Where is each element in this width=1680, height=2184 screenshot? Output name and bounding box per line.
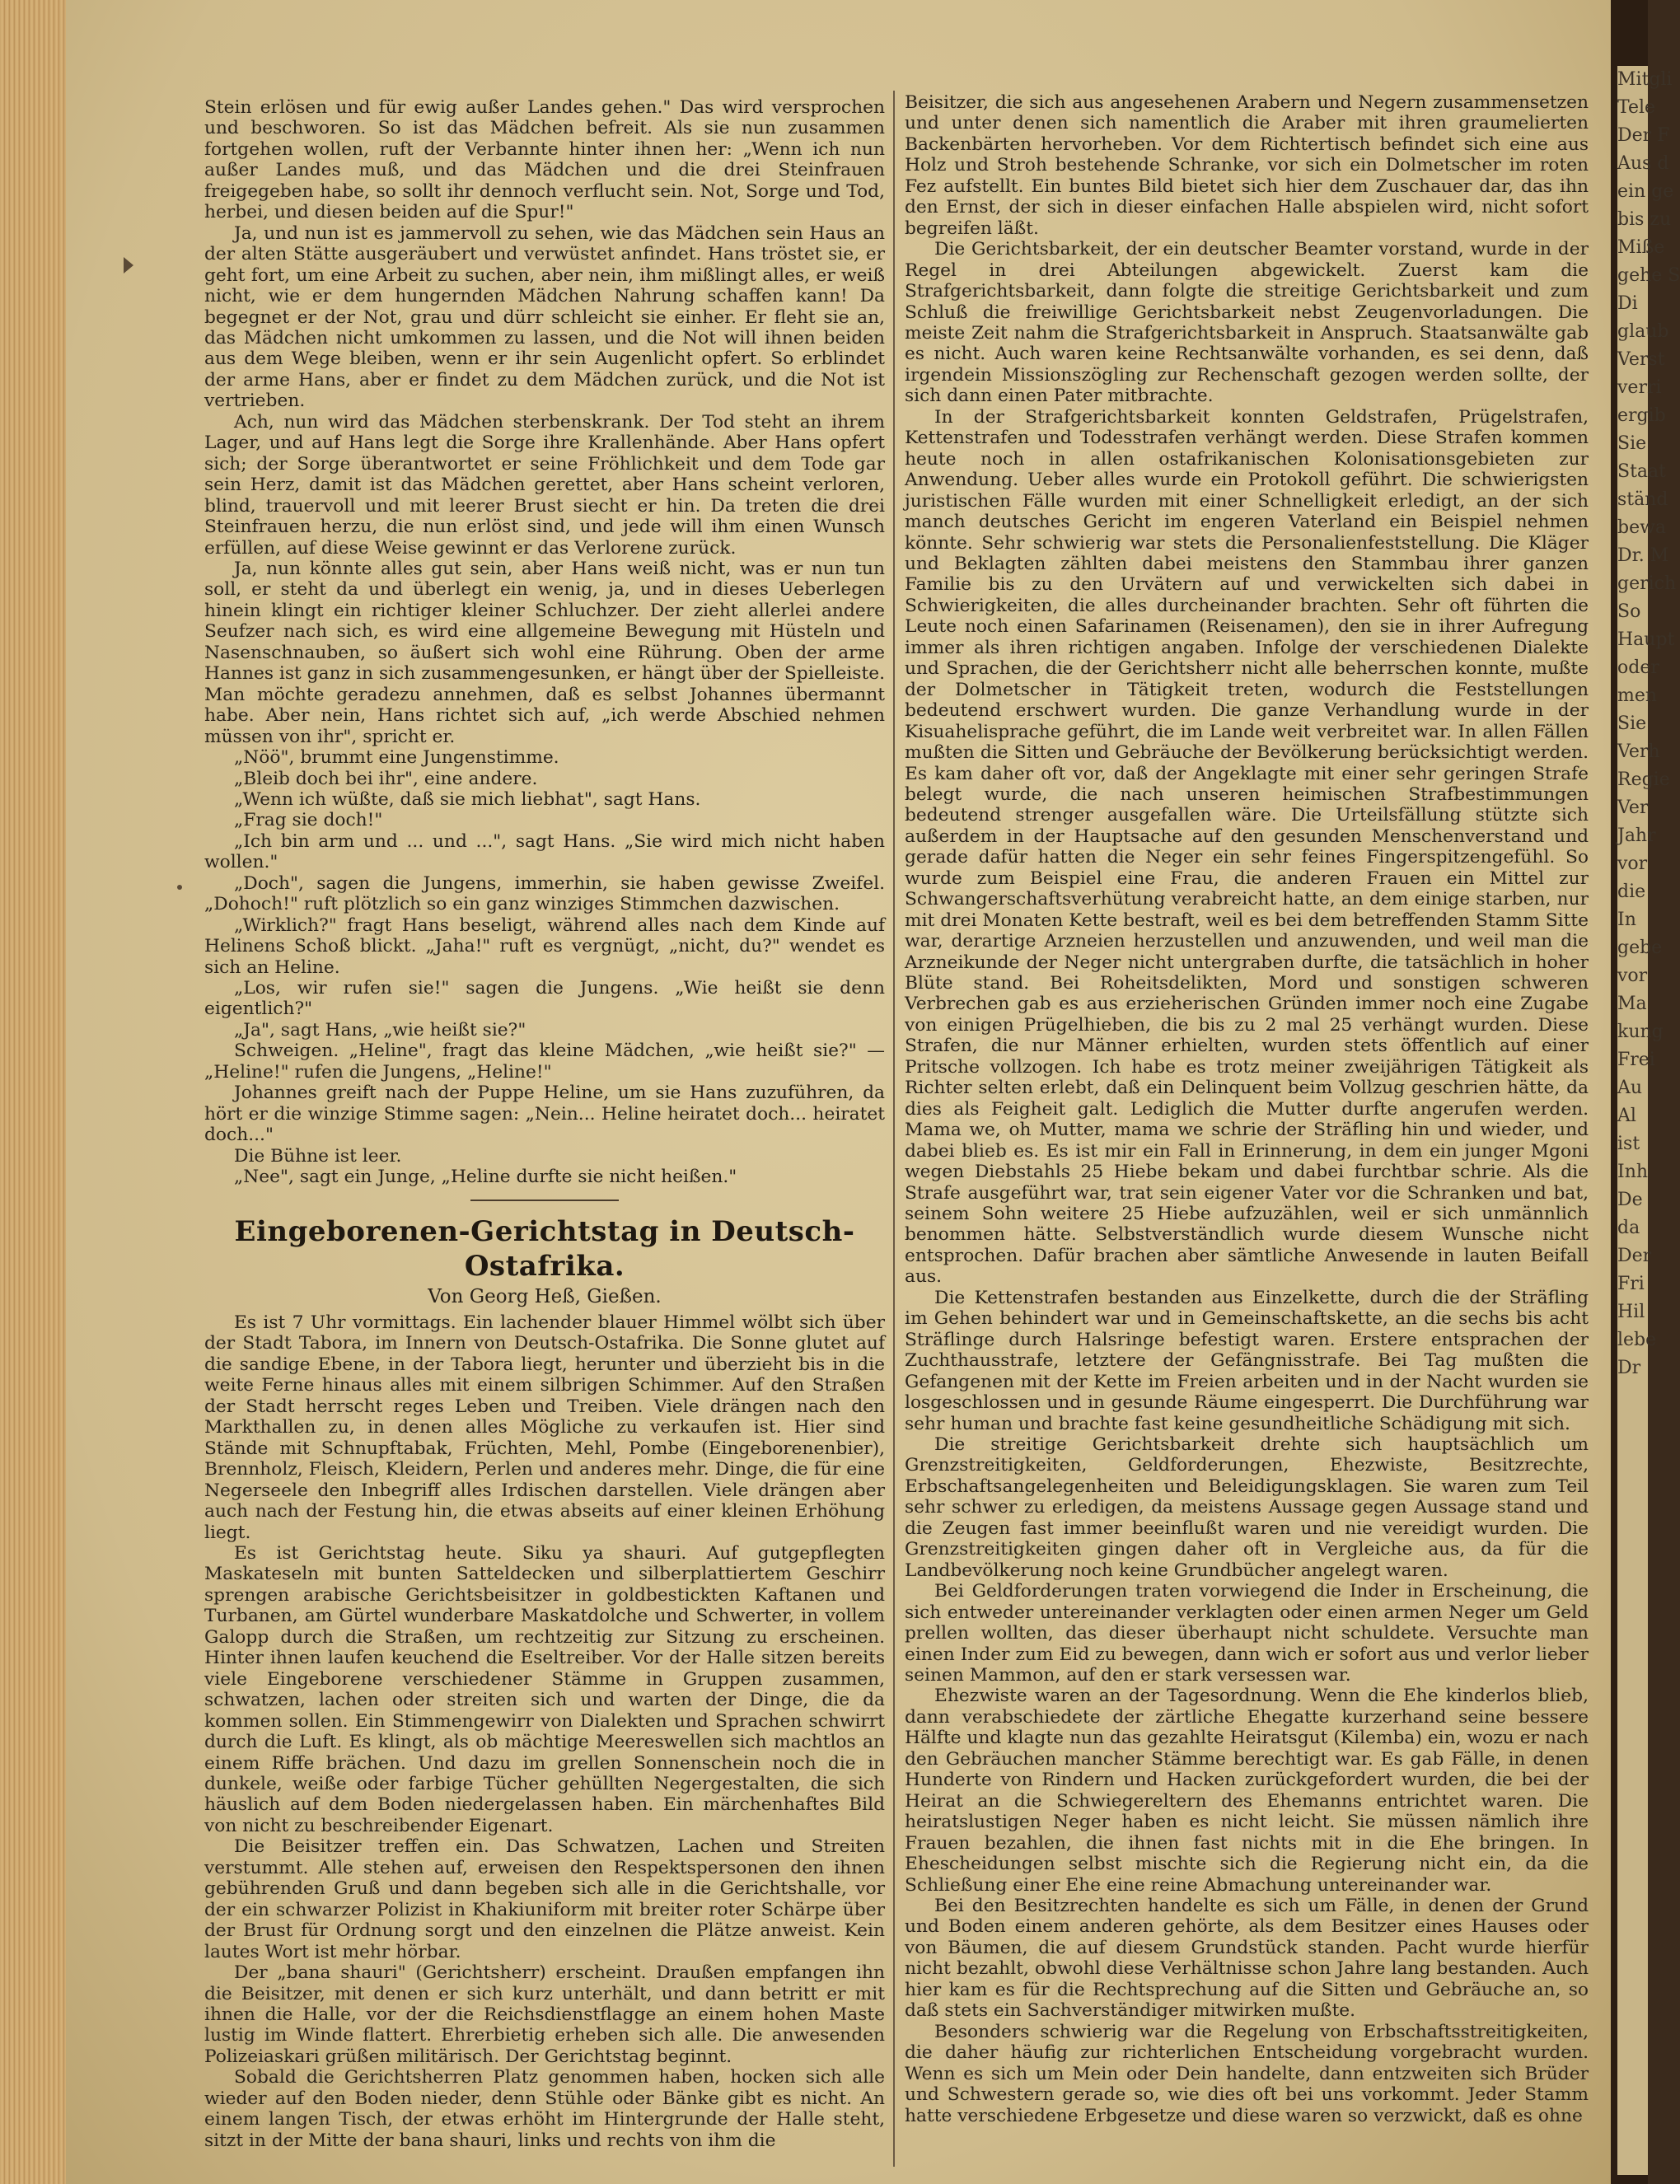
neighbour-fragment: Sie: [1617, 433, 1647, 454]
paragraph: Ja, und nun ist es jammervoll zu sehen, wie das Mädchen sein Haus an der alten Stätte ausgeräubert und verwüstet anfindet. Hans tröstet sie, er geht fort, um eine Arbeit zu suchen, aber nein, ihm mißlingt alles, er weiß nicht, wie er dem hungernden Mädchen Nahrung schaffen kann! Da begegnet er der Not, grau und dürr schleicht sie einher. Er fleht sie an, das Mädchen nicht umkommen zu lassen, und die Not will ihnen beiden aus dem Wege bleiben, wenn er ihr sein Augenlicht opfert. So erblindet der arme Hans, aber er findet zu dem Mädchen zurück, und die Not ist vertrieben.: [204, 222, 885, 412]
paragraph: Beisitzer, die sich aus angesehenen Arabern und Negern zusammensetzen und unter denen sich namentlich die Araber mit ihren graumelierten Backenbärten hervorheben. Vor dem Richtertisch befindet sich eine aus Holz und Stroh bestehende Schranke, vor sich ein Dolmetscher im roten Fez aufstellt. Ein buntes Bild bietet sich hier dem Zuschauer dar, das ihn den Ernst, der sich in dieser einfachen Halle abspielen wird, nicht sofort begreifen läßt.: [905, 92, 1589, 239]
neighbour-fragment: ständ: [1617, 489, 1668, 510]
neighbour-fragment: Verst: [1617, 349, 1665, 370]
neighbour-fragment: Regie: [1617, 769, 1670, 790]
paragraph: „Los, wir rufen sie!" sagen die Jungens. „Wie heißt sie denn eigentlich?": [204, 978, 885, 1020]
neighbour-fragment: Au: [1617, 1078, 1643, 1098]
neighbour-fragment: da: [1617, 1218, 1640, 1238]
neighbour-page-strip: [1617, 66, 1680, 2175]
neighbour-fragment: Miße: [1617, 237, 1665, 258]
section-divider: [470, 1200, 619, 1201]
neighbour-fragment: bis zu: [1617, 209, 1672, 230]
neighbour-fragment: lebe: [1617, 1330, 1657, 1350]
paragraph: Ehezwiste waren an der Tagesordnung. Wenn die Ehe kinderlos blieb, dann verabschiedete der zärtliche Ehegatte kurzerhand seine bessere Hälfte und klagte nun das gezahlte Heiratsgut (Kilemba) ein, wozu er nach den Gebräuchen mancher Stämme berechtigt war. Es gab Fälle, in denen Hunderte von Rindern und Hacken zurückgefordert wurden, die bei der Heirat an die Schwiegereltern des Ehemanns entrichtet waren. Die heiratslustigen Neger haben es nicht leicht. Sie müssen nämlich ihre Frauen bezahlen, die ihnen fast nichts mit in die Ehe bringen. In Ehescheidungen selbst mischte sich die Regierung nicht ein, da die Schließung einer Ehe eine reine Abmachung untereinander war.: [905, 1686, 1589, 1896]
paragraph: Die Beisitzer treffen ein. Das Schwatzen, Lachen und Streiten verstummt. Alle stehen auf, erweisen den Respektspersonen den ihnen gebührenden Gruß und dann begeben sich alle in die Gerichtshalle, vor der ein schwarzer Polizist in Khakiuniform mit breiter roter Schärpe über der Brust für Ordnung sorgt und den einzelnen die Plätze anweist. Kein lautes Wort ist mehr hörbar.: [204, 1836, 885, 1962]
article-title: Eingeborenen-Gerichtstag in Deutsch-Ostafrika.: [234, 1214, 855, 1283]
paragraph: Stein erlösen und für ewig außer Landes gehen." Das wird versprochen und beschworen. So ist das Mädchen befreit. Als sie nun zusammen fortgehen wollen, ruft der Verbannte hinter ihnen her: „Wenn ich nun außer Landes muß, und das Mädchen und die drei Steinfrauen freigegeben habe, so sollt ihr dennoch verflucht sein. Not, Sorge und Tod, herbei, und diesen beiden auf die Spur!": [204, 97, 885, 223]
paragraph: Die Bühne ist leer.: [234, 1145, 402, 1167]
paragraph: Sobald die Gerichtsherren Platz genommen haben, hocken sich alle wieder auf den Boden nieder, denn Stühle oder Bänke gibt es nicht. An einem langen Tisch, der etwas erhöht im Hintergrunde der Halle steht, sitzt in der Mitte der bana shauri, links und rechts von ihm die: [204, 2067, 885, 2151]
article-body-right: [905, 92, 1589, 2126]
paragraph: Ach, nun wird das Mädchen sterbenskrank. Der Tod steht an ihrem Lager, und auf Hans legt die Sorge ihre Krallenhände. Aber Hans opfert sich; der Sorge überantwortet er seine Fröhlichkeit und dem Tode gar sein Herz, damit ist das Mädchen gerettet, aber Hans scheint verloren, blind, trauervoll und mit leerer Brust siecht er hin. Da treten die drei Steinfrauen herzu, die nun erlöst sind, und jede will ihm einen Wunsch erfüllen, auf diese Weise gewinnt er das Verlorene zurück.: [204, 411, 885, 559]
neighbour-fragment: De: [1617, 1190, 1643, 1210]
neighbour-fragment: Verh: [1617, 741, 1660, 762]
neighbour-fragment: Dr. M: [1617, 545, 1669, 566]
paragraph: „Ja", sagt Hans, „wie heißt sie?": [234, 1019, 526, 1041]
neighbour-fragment: verri: [1617, 377, 1662, 398]
paragraph: Die Kettenstrafen bestanden aus Einzelkette, durch die der Sträfling im Gehen behindert war und in Gemeinschaftskette, an die sechs bis acht Sträflinge durch Halsringe befestigt waren. Erstere entsprachen der Zuchthausstrafe, letztere der Gefängnisstrafe. Bei Tag mußten die Gefangenen mit der Kette im Freien arbeiten und in der Nacht wurden sie losgeschlossen und in gesunde Räume eingesperrt. Die Durchführung war sehr human und brachte fast keine gesundheitliche Schädigung mit sich.: [905, 1287, 1589, 1434]
neighbour-fragment: glaub: [1617, 321, 1669, 342]
neighbour-fragment: Al: [1617, 1106, 1636, 1126]
paragraph: „Bleib doch bei ihr", eine andere.: [234, 768, 538, 789]
paragraph: Die Gerichtsbarkeit, der ein deutscher Beamter vorstand, wurde in der Regel in drei Abteilungen abgewickelt. Zuerst kam die Strafgerichtsbarkeit, dann folgte die streitige Gerichtsbarkeit und zum Schluß die freiwillige Gerichtsbarkeit nebst Zeugenvorladungen. Die meiste Zeit nahm die Strafgerichtsbarkeit in Anspruch. Staatsanwälte gab es nicht. Auch waren keine Rechtsanwälte vorhanden, es sei denn, daß irgendein Missionszögling zur Rechenschaft gezogen werden sollte, der sich dann einen Pater mitbrachte.: [905, 239, 1589, 407]
neighbour-fragment: ein ge: [1617, 181, 1674, 202]
left-column: [204, 97, 885, 2151]
neighbour-fragment: bewa: [1617, 517, 1667, 538]
paragraph: In der Strafgerichtsbarkeit konnten Geldstrafen, Prügelstrafen, Kettenstrafen und Todesstrafen verhängt werden. Diese Strafen kommen heute noch in allen ostafrikanischen Kolonisationsgebieten zur Anwendung. Ueber alles wurde ein Protokoll geführt. Die schwierigsten juristischen Fälle wurden mit einer Schnelligkeit erledigt, an der sich manch deutsches Gericht im engeren Vaterland ein Beispiel nehmen könnte. Sehr schwierig war stets die Personalienfeststellung. Die Kläger und Beklagten zählten dabei meistens den Stammbau ihrer ganzen Familie bis zu den Urvätern auf und verwickelten sich dabei in Schwierigkeiten, die alles durcheinander brachten. Sehr oft führten die Leute noch einen Safarinamen (Reisenamen), den sie in ihrer Aufregung immer als ihren richtigen angaben. Infolge der verschiedenen Dialekte und Sprachen, die der Gerichtsherr nicht alle beherrschen konnte, mußte der Dolmetscher in Tätigkeit treten, wodurch die Feststellungen bedeutend erschwert wurden. Die ganze Verhandlung wurde in der Kisuahelisprache geführt, die im Lande weit verbreitet war. In allen Fällen mußten die Sitten und Gebräuche der Bevölkerung berücksichtigt werden. Es kam daher oft vor, daß der Angeklagte mit einer sehr geringen Strafe belegt wurde, die nach unseren heimischen Strafbestimmungen bedeutend strenger ausgefallen wäre. Die Urteilsfällung stützte sich außerdem in der Hauptsache auf den gesunden Menschenverstand und gerade dafür hatten die Neger ein sehr feines Fingerspitzengefühl. So wurde zum Beispiel eine Frau, die anderen Frauen ein Mittel zur Schwangerschaftsverhütung verabreicht hatte, an dem einige starben, nur mit drei Monaten Kette bestraft, weil es bei dem betreffenden Stamm Sitte war, derartige Arzneien herzustellen und anzuwenden, und weil man die Arzneikunde der Neger nicht untergraben durfte, die tatsächlich in hoher Blüte stand. Bei Roheitsdelikten, Mord und sonstigen schweren Verbrechen gab es aus erzieherischen Gründen immer noch eine Zugabe von einigen Prügelhieben, die bis zu 2 mal 25 verhängt wurden. Diese Strafen, die nur Männer erhielten, wurden stets öffentlich auf einer Pritsche vollzogen. Ich habe es trotz meiner zweijährigen Tätigkeit als Richter selten erlebt, daß ein Delinquent beim Vollzug geschrien hätte, da dies als Feigheit galt. Lediglich die Mutter durfte angerufen werden. Mama we, oh Mutter, mama we schrie der Sträfling hin und wieder, und dabei blieb es. Es ist mir ein Fall in Erinnerung, in dem ein junger Mgoni wegen Diebstahls 25 Hiebe bekam und dabei furchtbar schrie. Als die Strafe ausgeführt war, trat sein eigener Vater vor die Schranken und bat, seinem Sohn weitere 25 Hiebe aufzuzählen, weil er sich unmännlich benommen hätte. Selbstverständlich wurde diesem Wunsche nicht entsprochen. Dafür brachen aber sämtliche Anwesende in lauten Beifall aus.: [905, 406, 1589, 1288]
neighbour-fragment: Jahr: [1617, 825, 1656, 846]
neighbour-fragment: So: [1617, 601, 1641, 622]
neighbour-fragment: vor: [1617, 853, 1648, 874]
neighbour-fragment: Ma: [1617, 994, 1647, 1014]
neighbour-fragment: Dr: [1617, 1358, 1641, 1378]
paragraph: Es ist Gerichtstag heute. Siku ya shauri. Auf gutgepflegten Maskatеseln mit bunten Satteldecken und silberplattiertem Geschirr sprengen arabische Gerichtsbeisitzer in goldbestickten Kaftanen und Turbanen, am Gürtel wunderbare Maskatdolche und Schwerter, in vollem Galopp durch die Straßen, um rechtzeitig zur Sitzung zu erscheinen. Hinter ihnen laufen keuchend die Eseltreiber. Vor der Halle sitzen bereits viele Eingeborene verschiedener Stämme in Gruppen zusammen, schwatzen, lachen oder streiten sich und warten der Dinge, die da kommen sollen. Ein Stimmengewirr von Dialekten und Sprachen schwirrt durch die Luft. Es klingt, als ob mächtige Meereswellen sich machtlos an einem Riffe brächen. Und dazu im grellen Sonnenschein noch die in dunkele, weiße oder farbige Tücher gehüllten Negergestalten, die sich häuslich auf dem Boden niedergelassen haben. Ein märchenhaftes Bild von nicht zu beschreibender Eigenart.: [204, 1543, 885, 1836]
paragraph: „Frag sie doch!": [234, 810, 383, 831]
neighbour-fragment: Der F: [1617, 125, 1670, 146]
paragraph: „Nee", sagt ein Junge, „Heline durfte sie nicht heißen.": [234, 1167, 737, 1188]
neighbour-fragment: Inh: [1617, 1162, 1649, 1182]
neighbour-fragment: Di: [1617, 293, 1638, 314]
paragraph: Schweigen. „Heline", fragt das kleine Mädchen, „wie heißt sie?" — „Heline!" rufen die Jungens, „Heline!": [204, 1041, 885, 1083]
paragraph: Bei den Besitzrechten handelte es sich um Fälle, in denen der Grund und Boden einem anderen gehörte, als dem Besitzer eines Hauses oder von Bäumen, die auf diesem Grundstück standen. Pacht wurde hierfür nicht bezahlt, obwohl diese Verhältnisse schon Jahre lang bestanden. Auch hier kam es für die Rechtsprechung auf die Sitten und Gebräuche an, so daß stets ein Sachverständiger mitwirken mußte.: [905, 1895, 1589, 2022]
paragraph: „Doch", sagen die Jungens, immerhin, sie haben gewisse Zweifel. „Dohoch!" ruft plötzlich so ein ganz winziges Stimmchen dazwischen.: [204, 872, 885, 915]
paragraph: Der „bana shauri" (Gerichtsherr) erscheint. Draußen empfangen ihn die Beisitzer, mit denen er sich kurz unterhält, und dann betritt er mit ihnen die Halle, vor der die Reichsdienstflagge an einem hohen Maste lustig im Winde flattert. Ehrerbietig erheben sich alle. Die anwesenden Polizeiaskari grüßen militärisch. Der Gerichtstag beginnt.: [204, 1962, 885, 2067]
paragraph: „Wirklich?" fragt Hans beseligt, während alles nach dem Kinde auf Helinens Schoß blickt. „Jaha!" ruft es vergnügt, „nicht, du?" wendet es sich an Heline.: [204, 914, 885, 978]
paragraph: Ja, nun könnte alles gut sein, aber Hans weiß nicht, was er nun tun soll, er steht da und überlegt ein wenig, ja, und in dieses Ueberlegen hinein klingt ein richtiger kleiner Schluchzer. Der zieht allerlei andere Seufzer nach sich, es wird eine allgemeine Bewegung mit Hüsteln und Nasenschnauben, so äußert sich wohl eine Rührung. Oben der arme Hannes ist ganz in sich zusammengesunken, er hängt über der Spielleiste. Man möchte geradezu annehmen, daß es selbst Johannes übermannt habe. Aber nein, Hans richtet sich auf, „ich werde Abschied nehmen müssen von ihr", spricht er.: [204, 558, 885, 747]
article-byline: Von Georg Heß, Gießen.: [428, 1285, 662, 1307]
margin-arrow-mark: [124, 257, 133, 274]
paragraph: Bei Geldforderungen traten vorwiegend die Inder in Erscheinung, die sich entweder untereinander verklagten oder einen armen Neger um Geld prellen wollten, das dieser überhaupt nicht schuldete. Versuchte man einen Inder zum Eid zu bewegen, dann wich er sofort aus und verlor lieber seinen Mammon, auf den er stark versessen war.: [905, 1581, 1589, 1686]
paragraph: „Ich bin arm und ... und ...", sagt Hans. „Sie wird mich nicht haben wollen.": [204, 830, 885, 873]
neighbour-fragment: ergib: [1617, 405, 1666, 426]
neighbour-fragment: Staat: [1617, 461, 1666, 482]
book-page-edge: [0, 0, 66, 2184]
paragraph: Besonders schwierig war die Regelung von Erbschaftsstreitigkeiten, die daher häufig zur richterlichen Entscheidung vorgebracht wurden. Wenn es sich um Mein oder Dein handelte, dann entzweiten sich Brüder und Schwestern gerade so, wie dies oft bei uns vorkommt. Jeder Stamm hatte verschiedene Erbgesetze und diese waren so verzwickt, daß es ohne: [905, 2021, 1589, 2126]
paragraph: „Nöö", brummt eine Jungenstimme.: [234, 747, 559, 769]
neighbour-fragment: Haupt: [1617, 629, 1675, 650]
neighbour-fragment: vor: [1617, 966, 1648, 986]
neighbour-fragment: Hil: [1617, 1302, 1645, 1322]
neighbour-fragment: kung: [1617, 1022, 1664, 1042]
neighbour-fragment: oder: [1617, 657, 1659, 678]
neighbour-fragment: Aus d: [1617, 153, 1669, 174]
column-rule: [893, 91, 895, 2167]
paragraph: Die streitige Gerichtsbarkeit drehte sich hauptsächlich um Grenzstreitigkeiten, Geldforderungen, Ehezwiste, Besitzrechte, Erbschaftsangelegenheiten und Beleidigungsklagen. Sie waren zum Teil sehr schwer zu erledigen, da meistens Aussage gegen Aussage stand und die Zeugen fast immer beeinflußt waren und nie vereidigt wurden. Die Grenzstreitigkeiten gingen daher oft in Vergleiche aus, da für die Landbevölkerung noch keine Grundbücher angelegt waren.: [905, 1434, 1589, 1581]
neighbour-fragment: ist: [1617, 1134, 1640, 1154]
neighbour-fragment: Der: [1617, 1246, 1652, 1266]
paragraph: „Wenn ich wüßte, daß sie mich liebhat", sagt Hans.: [234, 788, 701, 810]
neighbour-fragment: gehe S: [1617, 265, 1680, 286]
neighbour-fragment: Frei: [1617, 1050, 1655, 1070]
neighbour-fragment: In: [1617, 910, 1636, 930]
story-continuation: [204, 97, 885, 1188]
neighbour-fragment: Fri: [1617, 1274, 1645, 1294]
paragraph: Es ist 7 Uhr vormittags. Ein lachender blauer Himmel wölbt sich über der Stadt Tabora, im Innern von Deutsch-Ostafrika. Die Sonne glutet auf die sandige Ebene, in der Tabora liegt, herunter und überzieht bis in die weite Ferne hinaus alles mit einem silbrigen Schimmer. Auf den Straßen der Stadt herrscht reges Leben und Treiben. Viele drängen nach den Markthallen zu, in denen alles Mögliche zu verkaufen ist. Hier sind Stände mit Schnupftabak, Früchten, Mehl, Pombe (Eingeborenenbier), Brennholz, Fleisch, Kleidern, Perlen und anderes mehr. Dinge, die für eine Negerseele den Inbegriff alles Irdischen darstellen. Viele drängen aber auch nach der Festung hin, die etwas abseits auf einer kleinen Erhöhung liegt.: [204, 1312, 885, 1543]
neighbour-fragment: Ver: [1617, 797, 1649, 818]
neighbour-fragment: die: [1617, 882, 1646, 902]
neighbour-fragment: gebe: [1617, 938, 1663, 958]
article-body-left: [204, 1312, 885, 2151]
neighbour-fragment: Mitgli: [1617, 69, 1673, 90]
neighbour-fragment: gerich: [1617, 573, 1677, 594]
margin-dot-mark: [177, 885, 182, 890]
right-column: [905, 92, 1589, 2126]
neighbour-fragment: Sie: [1617, 713, 1647, 734]
paragraph: Johannes greift nach der Puppe Heline, um sie Hans zuzuführen, da hört er die winzige Stimme sagen: „Nein... Heline heiratet doch... heiratet doch...": [204, 1083, 885, 1146]
neighbour-fragment: Tele: [1617, 97, 1656, 118]
neighbour-fragment: men: [1617, 685, 1658, 706]
